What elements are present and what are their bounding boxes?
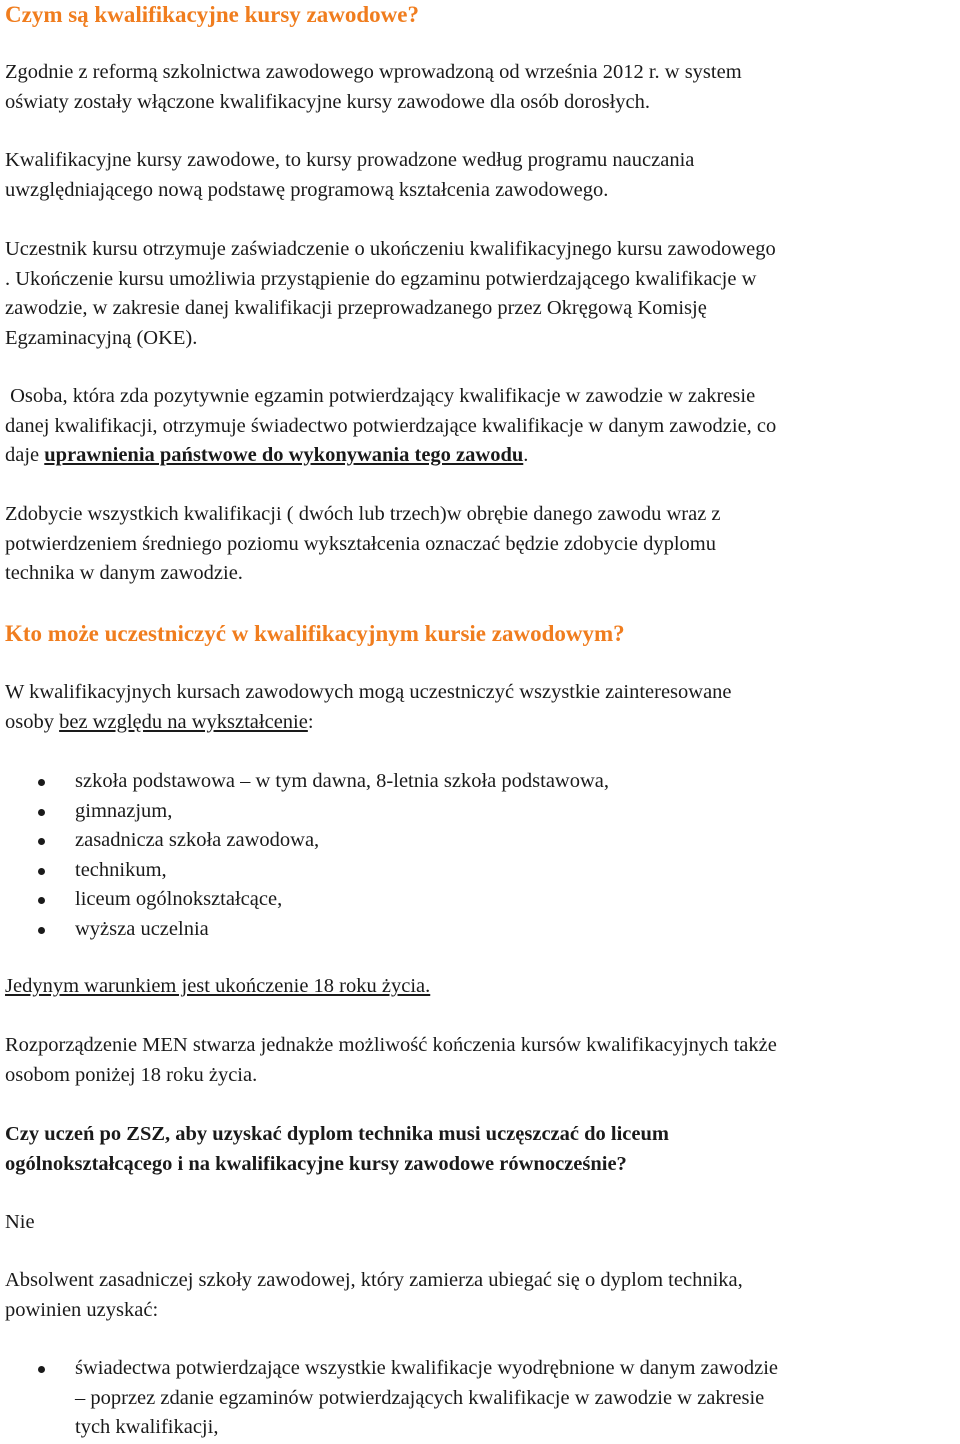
list-item — [0, 856, 609, 886]
list-item-line: tych kwalifikacji, — [75, 1416, 219, 1438]
text-segment: . — [523, 444, 529, 466]
paragraph-men-regulation — [5, 1031, 777, 1090]
heading-who-can-participate: Kto może uczestniczyć w kwalifikacyjnym kursie zawodowym? — [5, 621, 625, 646]
text-line: Egzaminacyjną (OKE). — [5, 326, 198, 349]
text-segment: : — [307, 710, 314, 733]
education-levels-list — [0, 767, 609, 944]
text-line: Zdobycie wszystkich kwalifikacji ( dwóch lub trzech)w obrębie danego zawodu wraz z — [5, 503, 721, 525]
faq-question — [5, 1120, 669, 1179]
bullet-icon — [38, 868, 45, 875]
text-line: W kwalifikacyjnych kursach zawodowych mogą uczestniczyć wszystkie zainteresowane — [5, 681, 732, 703]
text-segment: daje — [5, 444, 45, 466]
list-item-text: liceum ogólnokształcące, — [75, 888, 283, 910]
text-line: powinien uzyskać: — [5, 1298, 159, 1321]
text-line: zawodzie, w zakresie danej kwalifikacji przeprowadzanego przez Okręgową Komisję — [5, 297, 707, 319]
text-line: Rozporządzenie MEN stwarza jednakże możliwość kończenia kursów kwalifikacyjnych także — [5, 1034, 777, 1056]
text-line: Zgodnie z reformą szkolnictwa zawodowego wprowadzoną od września 2012 r. w system — [5, 61, 742, 83]
paragraph-participants — [5, 678, 732, 737]
requirements-list — [0, 1354, 778, 1443]
text-segment: osoby — [5, 710, 60, 733]
age-requirement-text: Jedynym warunkiem jest ukończenie 18 roku życia. — [5, 975, 431, 997]
list-item-text: technikum, — [75, 858, 167, 881]
text-line: ogólnokształcącego i na kwalifikacyjne kursy zawodowe równocześnie? — [5, 1152, 627, 1175]
bullet-icon — [38, 1366, 45, 1373]
paragraph-diploma — [5, 500, 721, 589]
list-item-text: zasadnicza szkoła zawodowa, — [75, 829, 320, 851]
bullet-icon — [38, 809, 45, 816]
list-item — [0, 1354, 778, 1443]
text-line: uwzględniającego nową podstawę programową kształcenia zawodowego. — [5, 178, 609, 201]
faq-answer: Nie — [5, 1211, 35, 1233]
list-item-text: szkoła podstawowa – w tym dawna, 8-letnia szkoła podstawowa, — [75, 770, 610, 792]
text-line — [5, 708, 732, 738]
text-line: Osoba, która zda pozytywnie egzamin potwierdzający kwalifikacje w zawodzie w zakresie — [5, 385, 756, 407]
bullet-icon — [38, 838, 45, 845]
text-line — [5, 441, 776, 471]
list-item — [0, 797, 609, 827]
list-item-text: wyższa uczelnia — [75, 917, 209, 940]
text-line: Uczestnik kursu otrzymuje zaświadczenie o ukończeniu kwalifikacyjnego kursu zawodowego — [5, 238, 776, 260]
list-item — [0, 767, 609, 797]
paragraph-reform — [5, 58, 742, 117]
list-item — [0, 885, 609, 915]
text-line: Kwalifikacyjne kursy zawodowe, to kursy prowadzone według programu nauczania — [5, 149, 695, 171]
list-item-text: gimnazjum, — [75, 799, 173, 822]
bullet-icon — [38, 927, 45, 934]
text-line: oświaty zostały włączone kwalifikacyjne kursy zawodowe dla osób dorosłych. — [5, 90, 650, 113]
paragraph-graduate — [5, 1266, 743, 1325]
text-line: danej kwalifikacji, otrzymuje świadectwo potwierdzające kwalifikacje w danym zawodzie, co — [5, 414, 777, 437]
paragraph-definition — [5, 146, 694, 205]
text-line: Absolwent zasadniczej szkoły zawodowej, który zamierza ubiegać się o dyplom technika, — [5, 1269, 743, 1291]
paragraph-certificate — [5, 235, 776, 353]
regardless-of-education-text: bez względu na wykształcenie — [59, 710, 308, 733]
list-item — [0, 915, 609, 945]
text-line: Czy uczeń po ZSZ, aby uzyskać dyplom technika musi uczęszczać do liceum — [5, 1123, 669, 1145]
text-line: osobom poniżej 18 roku życia. — [5, 1063, 258, 1086]
list-item-line: świadectwa potwierdzające wszystkie kwalifikacje wyodrębnione w danym zawodzie — [75, 1357, 778, 1379]
state-rights-link[interactable]: uprawnienia państwowe do wykonywania tego zawodu — [44, 444, 524, 466]
text-line: potwierdzeniem średniego poziomu wykształcenia oznaczać będzie zdobycie dyplomu — [5, 532, 716, 555]
list-item — [0, 826, 609, 856]
heading-what-are-courses: Czym są kwalifikacyjne kursy zawodowe? — [5, 2, 419, 27]
bullet-icon — [38, 897, 45, 904]
text-line: technika w danym zawodzie. — [5, 562, 243, 584]
paragraph-exam — [5, 382, 776, 471]
list-item-line: – poprzez zdanie egzaminów potwierdzających kwalifikacje w zawodzie w zakresie — [75, 1386, 765, 1409]
text-line: . Ukończenie kursu umożliwia przystąpienie do egzaminu potwierdzającego kwalifikacje w — [5, 267, 757, 290]
bullet-icon — [38, 779, 45, 786]
